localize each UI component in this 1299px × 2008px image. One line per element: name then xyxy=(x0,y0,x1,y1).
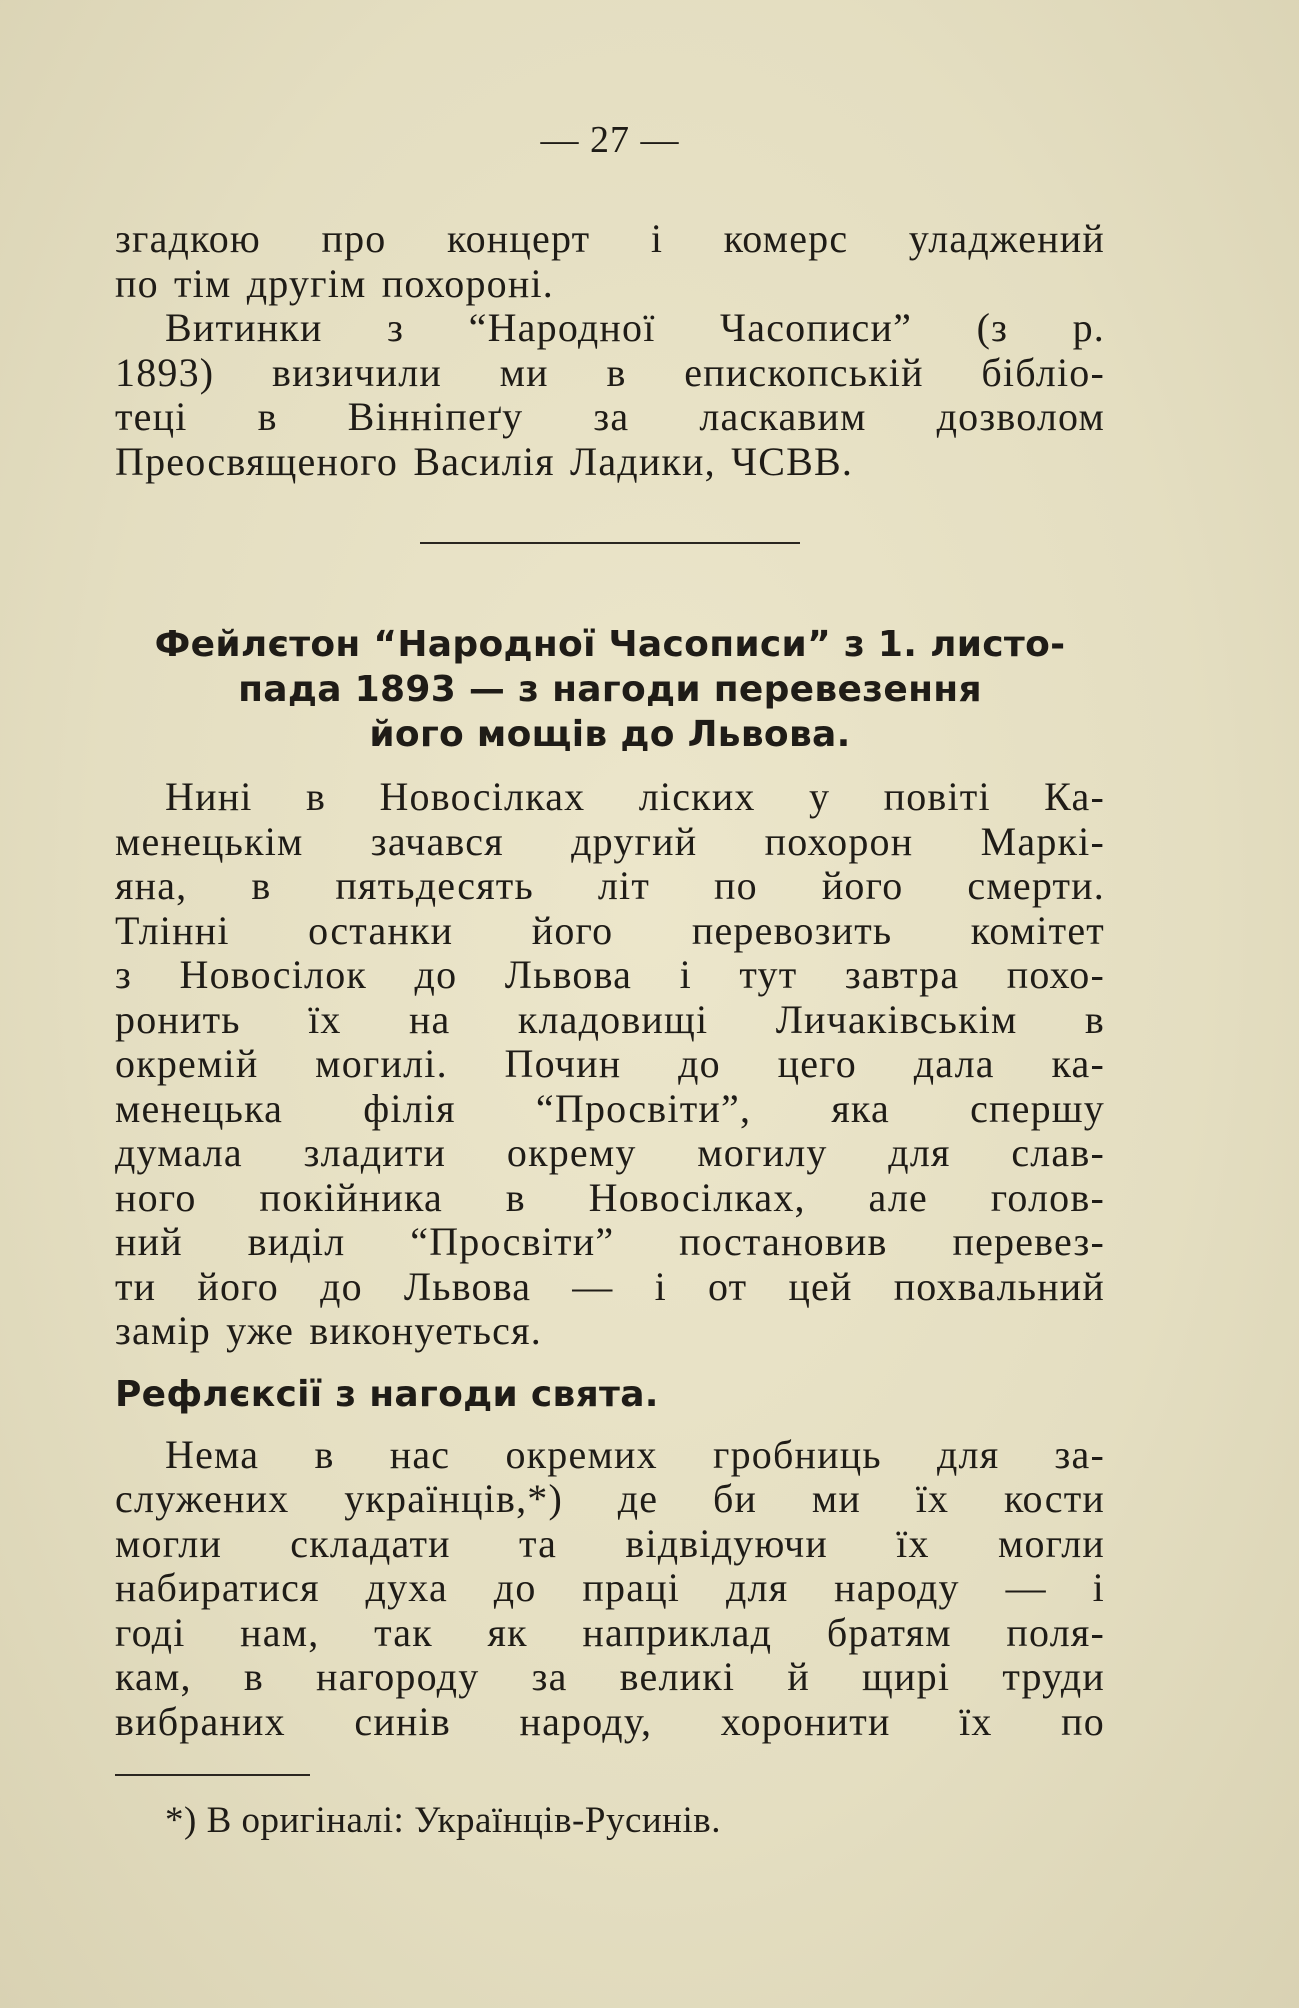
text-line: Нині в Новосілках ліских у повіті Ка- xyxy=(165,774,1105,819)
page-content xyxy=(115,115,1105,1844)
text-line: менецька філія “Просвіти”, яка спершу xyxy=(115,1085,1105,1131)
footnote: *) В оригіналі: Українців-Русинів. xyxy=(165,1800,721,1841)
feuilleton-paragraph xyxy=(115,775,1105,1354)
text-line: годі нам, так як наприклад братям поля- xyxy=(115,1609,1105,1655)
text-line: окремій могилі. Почин до цего дала ка- xyxy=(115,1041,1105,1086)
text-line: ронить їх на кладовищі Личаківськім в xyxy=(115,996,1105,1042)
text-line: Преосвященого Василія Ладики, ЧСВВ. xyxy=(115,438,854,484)
text-line: згадкою про концерт і комерс уладжений xyxy=(115,216,1105,261)
text-line: замір уже виконуеться. xyxy=(115,1308,542,1353)
text-line: менецькім зачався другий похорон Маркі- xyxy=(115,818,1105,864)
section-separator xyxy=(420,542,800,544)
text-line: Тлінні останки його перевозить комітет xyxy=(115,907,1105,953)
feuilleton-heading xyxy=(115,622,1105,757)
text-line: яна, в пятьдесять літ по його смерти. xyxy=(115,863,1105,908)
clippings-note-paragraph xyxy=(115,306,1105,484)
reflections-paragraph xyxy=(115,1433,1105,1745)
text-line: ного покійника в Новосілках, але голов- xyxy=(115,1174,1105,1220)
text-line: служених українців,*) де би ми їх кости xyxy=(115,1476,1105,1521)
footnote-rule xyxy=(115,1774,310,1776)
heading-line: Фейлєтон “Народної Часописи” з 1. листо- xyxy=(154,624,1066,665)
text-line: думала зладити окрему могилу для слав- xyxy=(115,1130,1105,1175)
reflections-heading: Рефлєксії з нагоди свята. xyxy=(115,1373,659,1415)
heading-line: пада 1893 — з нагоди перевезення xyxy=(238,669,982,710)
text-line: Нема в нас окремих гробниць для за- xyxy=(165,1431,1105,1477)
text-line: могли складати та відвідуючи їх могли xyxy=(115,1520,1105,1566)
text-line: набиратися духа до праці для народу — і xyxy=(115,1565,1105,1610)
intro-paragraph xyxy=(115,217,1105,306)
text-line: по тім другім похороні. xyxy=(115,260,554,306)
text-line: теці в Вінніпеґу за ласкавим дозволом xyxy=(115,394,1105,439)
page-number: — 27 — xyxy=(540,119,680,161)
text-line: кам, в нагороду за великі й щирі труди xyxy=(115,1654,1105,1699)
text-line: з Новосілок до Львова і тут завтра похо- xyxy=(115,952,1105,997)
text-line: ти його до Львова — і от цей похвальний xyxy=(115,1263,1105,1309)
text-line: 1893) визичили ми в епископській бібліо- xyxy=(115,349,1105,395)
text-line: вибраних синів народу, хоронити їх по xyxy=(115,1698,1105,1744)
heading-line: його мощів до Львова. xyxy=(369,714,851,755)
text-line: Витинки з “Народної Часописи” (з р. xyxy=(165,305,1105,350)
text-line: ний виділ “Просвіти” постановив перевез- xyxy=(115,1219,1105,1264)
